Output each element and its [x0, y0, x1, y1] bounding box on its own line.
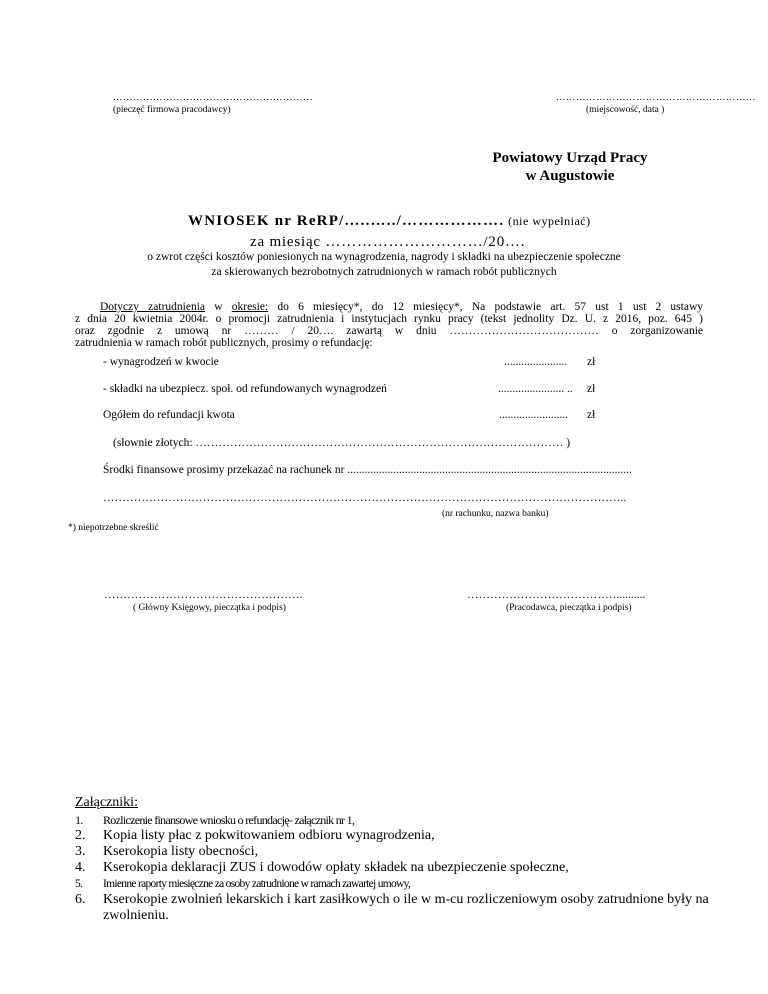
amount-unit-total: zł [587, 409, 596, 421]
attachment-text: Kserokopia deklaracji ZUS i dowodów opłaty składek na ubezpieczenie społeczne, [103, 860, 569, 875]
intro-line1 [75, 301, 703, 313]
attachment-number: 1. [75, 813, 83, 827]
form-title [188, 212, 591, 230]
amount-dots-contributions[interactable]: ....................... .. [498, 383, 573, 395]
attachment-item [75, 812, 715, 828]
intro-w: w [214, 301, 223, 313]
amount-label-contributions: - składki na ubezpiecz. społ. od refundowanych wynagrodzeń [103, 383, 387, 395]
bank-account-label: (nr rachunku, nazwa banku) [442, 509, 549, 519]
intro-prefix: Dotyczy zatrudnienia [100, 301, 205, 313]
form-title-note: (nie wypełniać) [508, 214, 591, 228]
signature-employer-dots[interactable]: ………………………………….......... [467, 589, 646, 601]
attachment-item [75, 828, 715, 844]
attachment-text: Rozliczenie finansowe wniosku o refundację- załącznik nr 1, [103, 813, 355, 827]
attachment-item [75, 844, 715, 860]
amount-in-words[interactable]: (słownie złotych: …………………………………………………………………………………… ) [113, 437, 571, 449]
intro-line3: oraz zgodnie z umową nr ……… / 20…. zawartą w dniu ………………………………… o zorganizowanie [75, 325, 703, 337]
attachment-text: Kopia listy płac z pokwitowaniem odbioru wynagrodzenia, [103, 828, 435, 843]
amount-dots-total[interactable]: ........................ [499, 409, 568, 421]
attachments-heading: Załączniki: [75, 795, 138, 810]
recipient-line1: Powiatowy Urząd Pracy [492, 150, 648, 166]
attachment-number: 3. [75, 844, 86, 859]
attachment-number: 5. [75, 878, 83, 890]
attachment-item [75, 892, 715, 924]
attachment-text: Kserokopia listy obecności, [103, 844, 259, 859]
signature-employer-label: (Pracodawca, pieczątka i podpis) [506, 603, 632, 613]
footnote: *) niepotrzebne skreślić [68, 523, 159, 533]
attachment-item [75, 876, 715, 892]
subtitle-line2: za skierowanych bezrobotnych zatrudnionych w ramach robót publicznych [211, 266, 557, 278]
bank-account-line[interactable]: Środki finansowe prosimy przekazać na rachunek nr ................................................................................................... [103, 464, 632, 476]
intro-line1-rest: do 6 miesięcy*, do 12 miesięcy*, Na podstawie art. 57 ust 1 ust 2 ustawy [277, 301, 704, 313]
intro-paragraph [75, 301, 703, 349]
stamp-label: (pieczęć firmowa pracodawcy) [113, 105, 231, 115]
month-line: za miesiąc …………………………/20…. [250, 234, 526, 250]
signature-accountant-label: ( Główny Księgowy, pieczątka i podpis) [133, 603, 286, 613]
intro-line2: z dnia 20 kwietnia 2004r. o promocji zatrudnienia i instytucjach rynku pracy (tekst jednolity Dz. U. z 2016, poz. 645 ) [75, 313, 703, 325]
intro-okresie: okresie: [231, 301, 269, 313]
attachment-item [75, 860, 715, 876]
attachment-text: Kserokopie zwolnień lekarskich i kart zasiłkowych o ile w m-cu rozliczeniowym osoby zatrudnione były na zwolnieniu. [103, 892, 709, 923]
recipient-line2: w Augustowie [525, 168, 615, 184]
attachment-number: 4. [75, 860, 86, 875]
signature-accountant-dots[interactable]: ……………………………………………. [104, 589, 303, 601]
intro-line4: zatrudnienia w ramach robót publicznych, prosimy o refundację: [75, 337, 373, 349]
amount-label-total: Ogółem do refundacji kwota [103, 409, 235, 421]
amount-unit-wages: zł [587, 356, 596, 368]
place-dots: …………………………………………………… [556, 93, 756, 103]
attachment-number: 2. [75, 828, 86, 843]
attachments-list [75, 812, 715, 924]
attachment-text: Imienne raporty miesięczne za osoby zatrudnione w ramach zawartej umowy, [103, 878, 411, 890]
amount-label-wages: - wynagrodzeń w kwocie [103, 356, 219, 368]
place-date-label: (miejscowość, data ) [586, 105, 665, 115]
amount-dots-wages[interactable]: ...................... [504, 356, 568, 368]
bank-account-dots[interactable]: ……………………………………………………………………………………………………………………….. [103, 492, 627, 504]
amount-unit-contributions: zł [587, 383, 596, 395]
attachment-number: 6. [75, 892, 86, 907]
stamp-dots: …………………………………………………… [113, 93, 313, 103]
form-title-main: WNIOSEK nr ReRP/…..…../………………. [188, 213, 505, 229]
subtitle-line1: o zwrot części kosztów poniesionych na wynagrodzenia, nagrody i składki na ubezpieczenie społeczne [147, 251, 621, 263]
